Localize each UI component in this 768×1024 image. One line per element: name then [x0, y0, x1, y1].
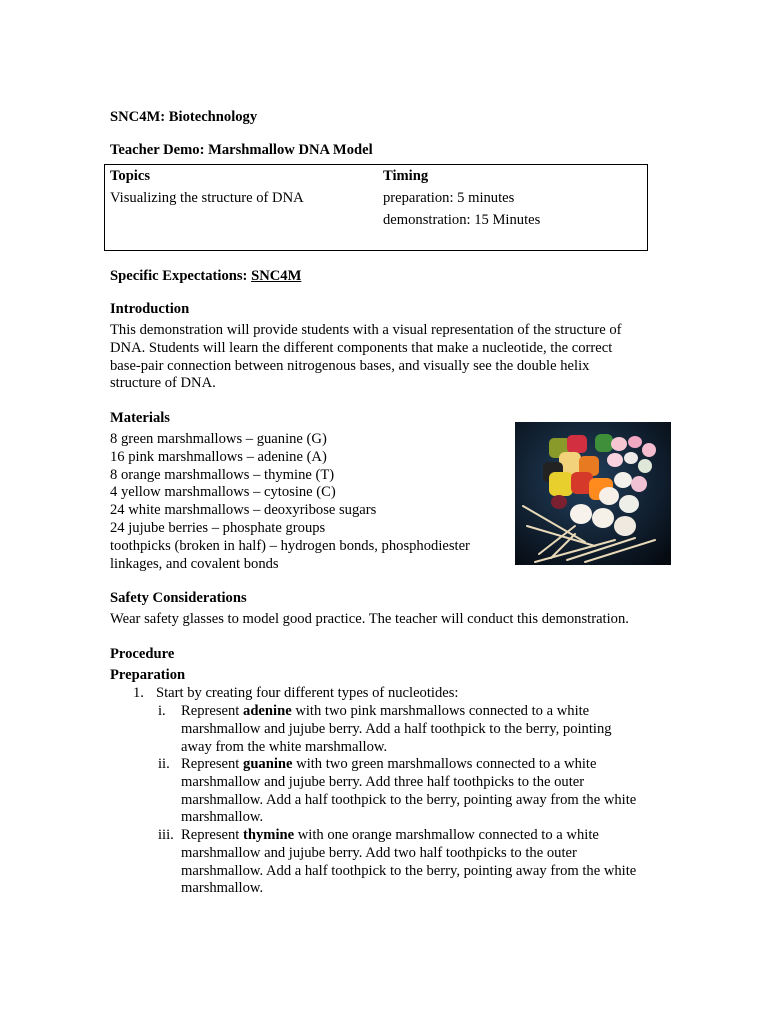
material-item: toothpicks (broken in half) – hydrogen bonds, phosphodiester	[110, 537, 470, 554]
material-item: 4 yellow marshmallows – cytosine (C)	[110, 484, 336, 501]
sub-step-text: marshmallow.	[181, 809, 264, 826]
materials-heading: Materials	[110, 410, 170, 426]
procedure-heading: Procedure	[110, 646, 175, 662]
sub-step-i	[181, 703, 661, 756]
specific-expectations-heading	[110, 268, 301, 286]
specific-expectations-label: Specific Expectations:	[110, 268, 248, 284]
sub-step-i-number: i.	[158, 703, 166, 719]
introduction-line: structure of DNA.	[110, 375, 216, 392]
material-item: 24 jujube berries – phosphate groups	[110, 519, 326, 536]
sub-step-ii-number: ii.	[158, 756, 170, 772]
sub-step-text: Represent	[181, 756, 244, 772]
material-item: 8 orange marshmallows – thymine (T)	[110, 466, 335, 483]
sub-step-text: Represent	[181, 703, 244, 719]
sub-step-text: marshmallow and jujube berry. Add two half toothpicks to the outer	[181, 844, 577, 861]
safety-heading: Safety Considerations	[110, 590, 247, 606]
timing-header: Timing	[383, 168, 429, 184]
introduction-line: DNA. Students will learn the different components that make a nucleotide, the correct	[110, 339, 613, 356]
topics-value: Visualizing the structure of DNA	[110, 190, 304, 206]
sub-step-text: marshmallow. Add a half toothpick to the berry, pointing away from the white	[181, 862, 637, 879]
step-number: 1.	[133, 685, 144, 701]
sub-step-text: with one orange marshmallow connected to a white	[294, 827, 599, 843]
procedure-step-1	[133, 685, 144, 703]
introduction-heading: Introduction	[110, 301, 190, 317]
sub-step-text: marshmallow.	[181, 880, 264, 897]
procedure-step-1-text: Start by creating four different types of nucleotides:	[156, 685, 459, 701]
marshmallow-photo-graphic	[515, 422, 671, 565]
material-item: 24 white marshmallows – deoxyribose sugars	[110, 502, 377, 519]
sub-step-iii-number: iii.	[158, 827, 174, 843]
timing-preparation: preparation: 5 minutes	[383, 190, 515, 206]
material-item: 8 green marshmallows – guanine (G)	[110, 431, 327, 447]
introduction-line: This demonstration will provide students with a visual representation of the structure of	[110, 322, 622, 338]
material-item: 16 pink marshmallows – adenine (A)	[110, 448, 327, 465]
sub-step-text: with two pink marshmallows connected to a white	[291, 703, 590, 719]
safety-text: Wear safety glasses to model good practice. The teacher will conduct this demonstration.	[110, 611, 629, 627]
sub-step-ii	[181, 756, 661, 827]
material-item: linkages, and covalent bonds	[110, 555, 279, 572]
sub-step-text: marshmallow and jujube berry. Add a half toothpick to the berry, pointing	[181, 720, 612, 737]
sub-step-text: away from the white marshmallow.	[181, 738, 388, 755]
sub-step-base: guanine	[243, 756, 293, 772]
demo-title: Teacher Demo: Marshmallow DNA Model	[110, 142, 373, 158]
snc4m-link[interactable]: SNC4M	[251, 268, 302, 284]
sub-step-text: marshmallow and jujube berry. Add three half toothpicks to the outer	[181, 773, 585, 790]
sub-step-base: thymine	[243, 827, 295, 843]
timing-demonstration: demonstration: 15 Minutes	[383, 212, 541, 228]
introduction-line: base-pair connection between nitrogenous bases, and visually see the double helix	[110, 357, 590, 374]
preparation-heading: Preparation	[110, 667, 186, 683]
sub-step-text: Represent	[181, 827, 244, 843]
sub-step-base: adenine	[243, 703, 292, 719]
course-title: SNC4M: Biotechnology	[110, 109, 258, 125]
introduction-paragraph	[110, 322, 650, 393]
sub-step-text: marshmallow. Add a half toothpick to the berry, pointing away from the white	[181, 791, 637, 808]
topics-header: Topics	[110, 168, 151, 184]
materials-list	[110, 431, 490, 573]
marshmallow-photo	[515, 422, 671, 565]
sub-step-text: with two green marshmallows connected to a white	[292, 756, 597, 772]
sub-step-iii	[181, 827, 661, 898]
